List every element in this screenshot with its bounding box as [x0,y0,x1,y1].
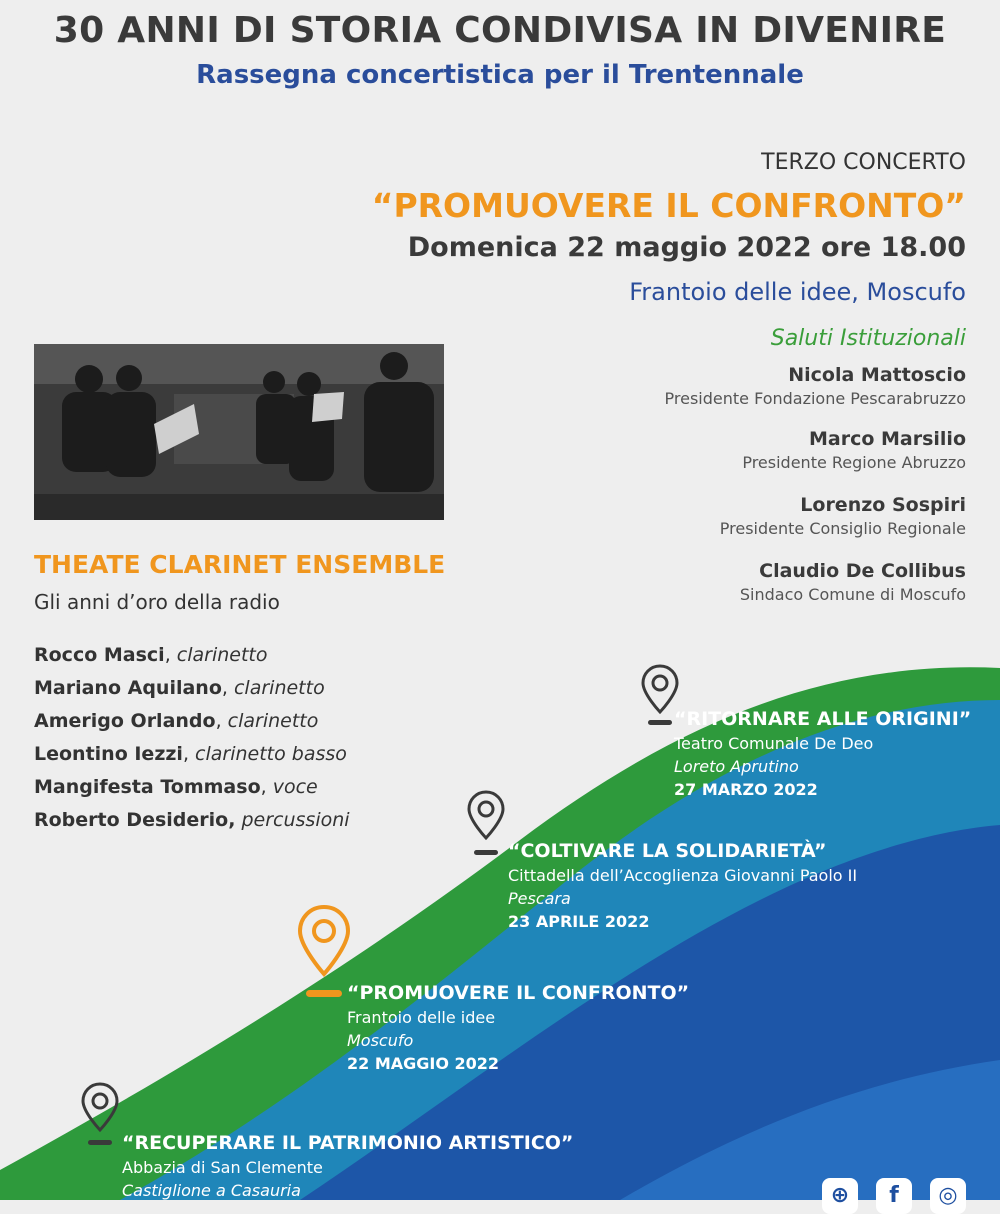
concert-date: Domenica 22 maggio 2022 ore 18.00 [407,232,966,263]
stop-city: Moscufo [347,1031,414,1050]
greeting-role: Presidente Fondazione Pescarabruzzo [664,389,966,408]
ensemble-name: THEATE CLARINET ENSEMBLE [34,550,446,579]
stop-venue: Cittadella dell’Accoglienza Giovanni Paolo II [508,866,858,885]
greeting-name: Claudio De Collibus [759,560,966,582]
greeting-name: Lorenzo Sospiri [800,494,966,516]
greeting-name: Nicola Mattoscio [788,364,966,386]
stop-date: 22 MAGGIO 2022 [347,1054,500,1073]
member-role: clarinetto [233,677,325,699]
stop-title: “PROMUOVERE IL CONFRONTO” [347,982,690,1004]
member-name: Roberto Desiderio, [34,809,236,831]
greeting-role: Sindaco Comune di Moscufo [739,585,966,604]
stop-title: “RITORNARE ALLE ORIGINI” [674,708,972,730]
timeline-stop [122,1132,573,1200]
timeline-stop [674,708,971,799]
stop-venue: Frantoio delle idee [347,1008,496,1027]
stop-venue: Abbazia di San Clemente [122,1158,323,1177]
stop-title: “RECUPERARE IL PATRIMONIO ARTISTICO” [122,1132,574,1154]
greeting-name: Marco Marsilio [808,428,966,450]
concert-venue: Frantoio delle idee, Moscufo [629,278,966,306]
member-entry: Mangifesta Tommaso, voce [34,776,318,798]
concert-label: TERZO CONCERTO [761,150,966,175]
program-title: Gli anni d’oro della radio [34,590,280,614]
member-name: Leontino Iezzi [34,743,183,765]
instagram-icon[interactable]: ◎ [930,1178,966,1214]
member-entry: Rocco Masci, clarinetto [34,644,268,666]
ensemble-photo [34,344,444,520]
timeline-stop [508,840,857,931]
map-pin-icon [466,790,506,856]
member-role: voce [272,776,318,798]
member-name: Rocco Masci [34,644,165,666]
member-role: clarinetto [176,644,268,666]
member-role: clarinetto [227,710,319,732]
facebook-icon[interactable]: f [876,1178,912,1214]
concert-title: “PROMUOVERE IL CONFRONTO” [371,186,966,225]
member-role: clarinetto basso [195,743,347,765]
member-role: percussioni [241,809,350,831]
greeting-entry [720,494,966,538]
stop-date: 23 APRILE 2022 [508,912,650,931]
globe-icon[interactable]: ⊕ [822,1178,858,1214]
member-entry: Mariano Aquilano, clarinetto [34,677,325,699]
member-entry: Amerigo Orlando, clarinetto [34,710,319,732]
greetings-title: Saluti Istituzionali [770,326,966,351]
member-name: Mariano Aquilano [34,677,222,699]
member-entry [34,809,350,831]
stop-venue: Teatro Comunale De Deo [674,734,874,753]
member-entry: Leontino Iezzi, clarinetto basso [34,743,347,765]
map-pin-icon [80,1082,120,1148]
greeting-entry [742,428,966,472]
poster-subtitle: Rassegna concertistica per il Trentennale [196,60,804,90]
greeting-entry [665,364,967,408]
stop-city: Pescara [508,889,571,908]
stop-city: Castiglione a Casauria [122,1181,301,1200]
member-name: Mangifesta Tommaso [34,776,261,798]
greeting-entry [740,560,966,604]
greeting-role: Presidente Regione Abruzzo [742,453,966,472]
map-pin-icon [296,904,352,1000]
stop-title: “COLTIVARE LA SOLIDARIETÀ” [508,840,827,862]
poster-title: 30 ANNI DI STORIA CONDIVISA IN DIVENIRE [53,10,947,51]
greeting-role: Presidente Consiglio Regionale [719,519,966,538]
stop-date: 27 MARZO 2022 [674,780,818,799]
stop-city: Loreto Aprutino [674,757,799,776]
member-name: Amerigo Orlando [34,710,216,732]
timeline-stop [347,982,689,1073]
